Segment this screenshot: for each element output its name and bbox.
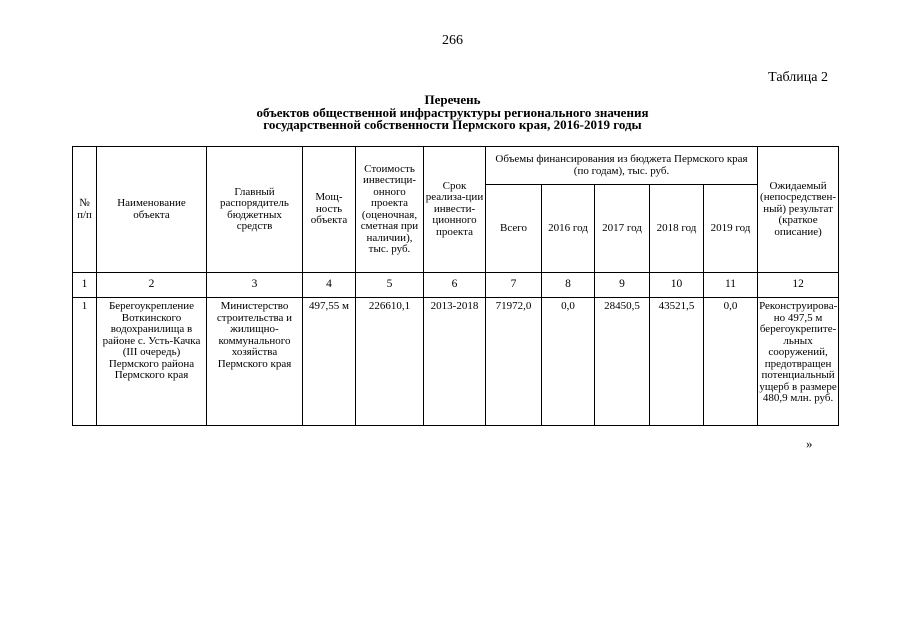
header-2018: 2018 год — [650, 185, 704, 273]
column-number: 4 — [303, 273, 356, 298]
header-manager: Главный распорядитель бюджетных средств — [207, 147, 303, 273]
row-total: 71972,0 — [486, 298, 542, 426]
page-number: 266 — [442, 33, 463, 48]
table-title — [0, 94, 905, 132]
header-cost: Стоимость инвестици-онного проекта (оценочная, сметная при наличии), тыс. руб. — [356, 147, 424, 273]
header-capacity: Мощ-ность объекта — [303, 147, 356, 273]
header-2019: 2019 год — [704, 185, 758, 273]
header-name: Наименование объекта — [97, 147, 207, 273]
header-period: Срок реализа-ции инвести-ционного проекта — [424, 147, 486, 273]
row-2018: 43521,5 — [650, 298, 704, 426]
header-2017: 2017 год — [595, 185, 650, 273]
column-number: 2 — [97, 273, 207, 298]
row-period: 2013-2018 — [424, 298, 486, 426]
column-number-row — [73, 273, 839, 298]
column-number: 5 — [356, 273, 424, 298]
row-capacity: 497,55 м — [303, 298, 356, 426]
column-number: 7 — [486, 273, 542, 298]
column-number: 1 — [73, 273, 97, 298]
title-line-2: объектов общественной инфраструктуры регионального значения — [256, 104, 649, 120]
row-object-name: Берегоукрепление Воткинского водохранилища в районе с. Усть-Качка (III очередь) Пермского района Пермского края — [97, 298, 207, 426]
title-line-1: Перечень — [424, 92, 481, 107]
continuation-mark: » — [806, 436, 813, 451]
row-2017: 28450,5 — [595, 298, 650, 426]
header-financing-group: Объемы финансирования из бюджета Пермского края (по годам), тыс. руб. — [486, 147, 758, 185]
column-number: 12 — [758, 273, 839, 298]
header-num: № п/п — [73, 147, 97, 273]
table-label: Таблица 2 — [768, 70, 828, 85]
column-number: 3 — [207, 273, 303, 298]
row-2016: 0,0 — [542, 298, 595, 426]
infrastructure-table — [72, 146, 839, 426]
header-2016: 2016 год — [542, 185, 595, 273]
table-row — [73, 298, 839, 426]
column-number: 6 — [424, 273, 486, 298]
row-2019: 0,0 — [704, 298, 758, 426]
row-manager: Министерство строительства и жилищно-коммунального хозяйства Пермского края — [207, 298, 303, 426]
column-number: 11 — [704, 273, 758, 298]
column-number: 9 — [595, 273, 650, 298]
column-number: 10 — [650, 273, 704, 298]
header-result: Ожидаемый (непосредствен-ный) результат (краткое описание) — [758, 147, 839, 273]
row-result: Реконструирова-но 497,5 м берегоукрепите-льных сооружений, предотвращен потенциальный ущерб в размере 480,9 млн. руб. — [758, 298, 839, 426]
row-num: 1 — [73, 298, 97, 426]
header-total: Всего — [486, 185, 542, 273]
row-cost: 226610,1 — [356, 298, 424, 426]
column-number: 8 — [542, 273, 595, 298]
header-row-1 — [73, 147, 839, 185]
title-line-3: государственной собственности Пермского края, 2016-2019 годы — [263, 117, 642, 132]
